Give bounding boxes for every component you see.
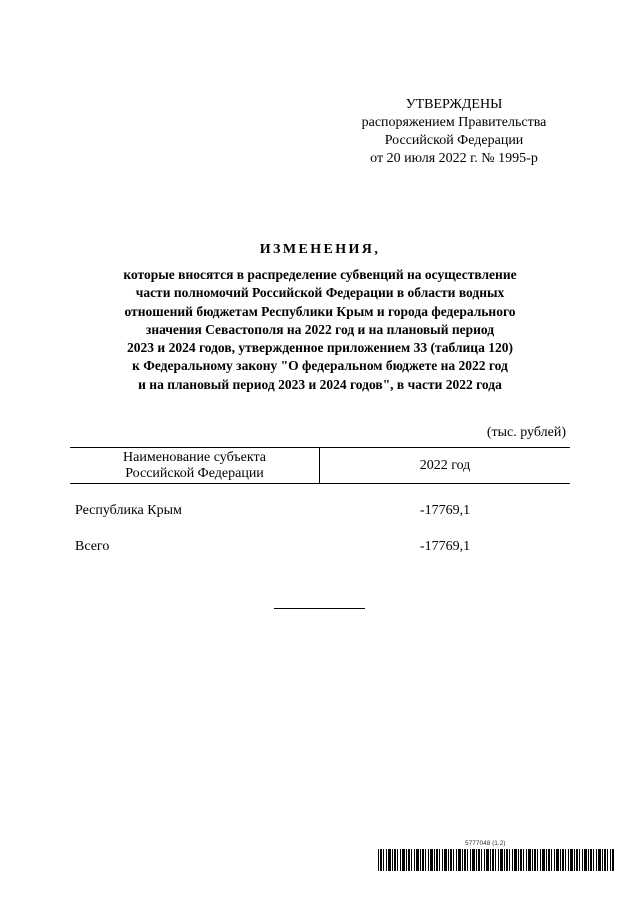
barcode-image: [378, 849, 614, 871]
document-title: ИЗМЕНЕНИЯ,: [259, 242, 381, 257]
table-header: [70, 447, 570, 484]
row-total-value: -17769,1: [419, 539, 471, 554]
subtitle-line: которые вносятся в распределение субвенций на осуществление: [123, 267, 517, 282]
subtitle-line: 2023 и 2024 годов, утвержденное приложением 33 (таблица 120): [127, 340, 513, 356]
header-region-line: Наименование субъекта: [123, 450, 266, 465]
approval-line-decree: распоряжением Правительства: [361, 115, 547, 130]
end-divider: [274, 608, 365, 609]
header-region-name: [70, 448, 320, 483]
subtitle-line: значения Севастополя на 2022 год и на плановый период: [145, 321, 495, 337]
subtitle-line: и на плановый период 2023 и 2024 годов", в части 2022 года: [138, 376, 502, 392]
header-year: 2022 год: [419, 458, 471, 473]
subtitle-line: отношений бюджетам Республики Крым и города федерального: [124, 303, 516, 319]
approval-line-date: от 20 июля 2022 г. № 1995-р: [370, 151, 538, 166]
row-total-label: Всего: [75, 539, 110, 554]
approval-block: [348, 96, 560, 168]
subtitle-line: к Федеральному закону "О федеральном бюджете на 2022 год: [132, 358, 508, 374]
units-note: (тыс. рублей): [486, 425, 566, 440]
subtitle-line: части полномочий Российской Федерации в области водных: [135, 285, 505, 301]
table-row: [70, 503, 570, 519]
approval-heading: УТВЕРЖДЕНЫ: [405, 97, 503, 112]
barcode-code: 5777048 (1.2): [465, 840, 506, 847]
row-value: -17769,1: [419, 503, 471, 518]
row-region-name: Республика Крым: [75, 503, 182, 518]
subvention-table: [70, 447, 570, 554]
table-row-total: [70, 539, 570, 555]
header-region-line: Российской Федерации: [125, 466, 264, 481]
approval-line-government: Российской Федерации: [384, 133, 524, 148]
document-subtitle: [70, 266, 570, 394]
